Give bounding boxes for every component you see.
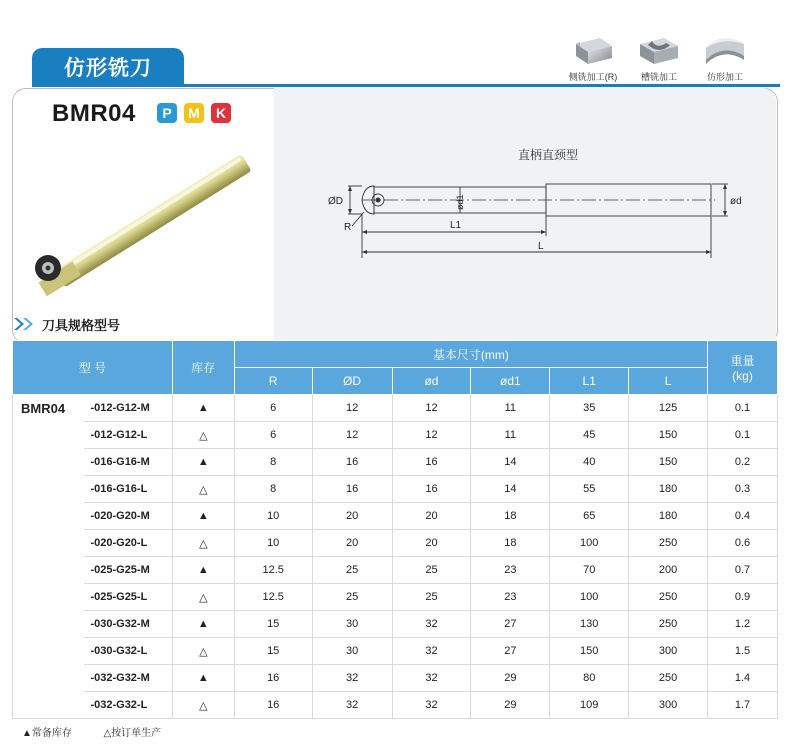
header-weight-label: 重量 — [730, 354, 755, 368]
cell-D: 16 — [312, 449, 392, 476]
model-code-cell: -012-G12-M — [84, 395, 172, 422]
header-d1: ød1 — [471, 368, 550, 395]
cell-R: 10 — [234, 503, 312, 530]
cell-kg: 1.7 — [708, 692, 778, 719]
model-code-cell: -016-G16-M — [84, 449, 172, 476]
cell-kg: 1.5 — [708, 638, 778, 665]
cell-L1: 55 — [550, 476, 629, 503]
cell-d: 16 — [392, 449, 471, 476]
cell-d1: 23 — [471, 584, 550, 611]
cell-L1: 45 — [550, 422, 629, 449]
table-row — [13, 530, 778, 557]
table-row — [13, 584, 778, 611]
cell-R: 15 — [234, 611, 312, 638]
header-D: ØD — [312, 368, 392, 395]
stock-cell: △ — [172, 422, 234, 449]
header-R: R — [234, 368, 312, 395]
table-row — [13, 422, 778, 449]
model-code-cell: -030-G32-M — [84, 611, 172, 638]
process-label: 仿形加工 — [706, 72, 743, 82]
cell-d: 25 — [392, 557, 471, 584]
table-row — [13, 665, 778, 692]
stock-cell: ▲ — [172, 449, 234, 476]
header-basic-size: 基本尺寸(mm) — [234, 341, 707, 368]
cell-R: 8 — [234, 476, 312, 503]
grade-badge-k: K — [211, 103, 231, 123]
grade-badge-p: P — [157, 103, 177, 123]
cell-kg: 0.3 — [708, 476, 778, 503]
cell-L: 250 — [629, 530, 708, 557]
footnote-to-order: △按订单生产 — [103, 728, 162, 739]
stock-cell: △ — [172, 638, 234, 665]
cell-L: 200 — [629, 557, 708, 584]
cell-D: 30 — [312, 611, 392, 638]
cell-d: 32 — [392, 692, 471, 719]
cell-d1: 11 — [471, 422, 550, 449]
cell-kg: 0.2 — [708, 449, 778, 476]
cell-d1: 27 — [471, 611, 550, 638]
cell-d1: 18 — [471, 530, 550, 557]
cell-D: 32 — [312, 665, 392, 692]
cell-L1: 150 — [550, 638, 629, 665]
cell-L: 180 — [629, 503, 708, 530]
stock-cell: ▲ — [172, 611, 234, 638]
cell-D: 20 — [312, 503, 392, 530]
cell-d: 16 — [392, 476, 471, 503]
cell-kg: 1.4 — [708, 665, 778, 692]
cell-R: 16 — [234, 665, 312, 692]
model-code-cell: -025-G25-M — [84, 557, 172, 584]
slot-milling-icon — [636, 34, 682, 66]
cell-kg: 1.2 — [708, 611, 778, 638]
table-row — [13, 395, 778, 422]
footnote — [22, 724, 161, 739]
header-weight-unit: (kg) — [732, 369, 753, 383]
cell-D: 16 — [312, 476, 392, 503]
cell-d1: 14 — [471, 449, 550, 476]
model-code-cell: -030-G32-L — [84, 638, 172, 665]
cell-L: 125 — [629, 395, 708, 422]
cell-d: 20 — [392, 530, 471, 557]
cell-L: 300 — [629, 638, 708, 665]
model-name: BMR04 — [52, 100, 136, 127]
cell-d: 25 — [392, 584, 471, 611]
cell-d1: 29 — [471, 665, 550, 692]
cell-kg: 0.4 — [708, 503, 778, 530]
cell-R: 8 — [234, 449, 312, 476]
spec-table — [12, 340, 778, 719]
process-side-milling — [562, 34, 624, 83]
model-code-cell: -032-G32-M — [84, 665, 172, 692]
cell-d: 32 — [392, 611, 471, 638]
cell-D: 25 — [312, 584, 392, 611]
header-d: ød — [392, 368, 471, 395]
cell-L: 250 — [629, 584, 708, 611]
process-label: 侧铣加工(R) — [568, 72, 618, 82]
cell-D: 12 — [312, 395, 392, 422]
label-L: L — [538, 241, 544, 252]
cell-D: 32 — [312, 692, 392, 719]
cell-L: 180 — [629, 476, 708, 503]
process-slot-milling — [628, 34, 690, 83]
cell-L1: 70 — [550, 557, 629, 584]
stock-cell: ▲ — [172, 503, 234, 530]
spec-table-body — [13, 395, 778, 719]
model-code-cell: -012-G12-L — [84, 422, 172, 449]
footnote-in-stock: ▲常备库存 — [22, 728, 72, 739]
double-chevron-icon — [14, 318, 36, 330]
cell-kg: 0.6 — [708, 530, 778, 557]
cell-L: 250 — [629, 665, 708, 692]
process-profile-milling — [694, 34, 756, 83]
stock-cell: △ — [172, 476, 234, 503]
model-prefix-cell: BMR04 — [13, 395, 85, 719]
tool-photo — [14, 150, 274, 300]
label-d1: ød1 — [455, 194, 465, 210]
cell-R: 15 — [234, 638, 312, 665]
stock-cell: ▲ — [172, 665, 234, 692]
side-milling-icon — [570, 34, 616, 66]
cell-d1: 23 — [471, 557, 550, 584]
cell-d: 12 — [392, 422, 471, 449]
header-model: 型 号 — [13, 341, 173, 395]
cell-L1: 40 — [550, 449, 629, 476]
cell-R: 12.5 — [234, 584, 312, 611]
model-code-cell: -016-G16-L — [84, 476, 172, 503]
cell-L1: 35 — [550, 395, 629, 422]
grade-badge-m: M — [184, 103, 204, 123]
cell-d1: 14 — [471, 476, 550, 503]
cell-D: 30 — [312, 638, 392, 665]
cell-D: 20 — [312, 530, 392, 557]
cell-L1: 100 — [550, 530, 629, 557]
cell-d1: 27 — [471, 638, 550, 665]
cell-L1: 130 — [550, 611, 629, 638]
cell-d1: 29 — [471, 692, 550, 719]
stock-cell: △ — [172, 584, 234, 611]
cell-d1: 11 — [471, 395, 550, 422]
cell-D: 25 — [312, 557, 392, 584]
table-row — [13, 476, 778, 503]
header-L: L — [629, 368, 708, 395]
profile-milling-icon — [702, 34, 748, 66]
process-label: 槽铣加工 — [640, 72, 677, 82]
cell-L1: 100 — [550, 584, 629, 611]
cell-L: 300 — [629, 692, 708, 719]
page-title: 仿形铣刀 — [32, 48, 184, 86]
cell-L1: 80 — [550, 665, 629, 692]
header-weight — [708, 341, 778, 395]
model-code-cell: -020-G20-L — [84, 530, 172, 557]
cell-d: 32 — [392, 665, 471, 692]
cell-kg: 0.1 — [708, 395, 778, 422]
cell-d: 12 — [392, 395, 471, 422]
model-code-cell: -020-G20-M — [84, 503, 172, 530]
cell-R: 6 — [234, 395, 312, 422]
header-L1: L1 — [550, 368, 629, 395]
table-row — [13, 557, 778, 584]
cell-d1: 18 — [471, 503, 550, 530]
label-d: ød — [730, 196, 742, 207]
cell-L1: 109 — [550, 692, 629, 719]
label-L1: L1 — [450, 220, 462, 231]
cell-kg: 0.9 — [708, 584, 778, 611]
label-D: ØD — [328, 196, 343, 207]
title-underline — [32, 84, 780, 87]
stock-cell: △ — [172, 692, 234, 719]
cell-L1: 65 — [550, 503, 629, 530]
cell-R: 16 — [234, 692, 312, 719]
cell-D: 12 — [312, 422, 392, 449]
cell-kg: 0.1 — [708, 422, 778, 449]
cell-R: 6 — [234, 422, 312, 449]
spec-section-title: 刀具规格型号 — [42, 318, 121, 333]
stock-cell: ▲ — [172, 557, 234, 584]
cell-d: 32 — [392, 638, 471, 665]
table-row — [13, 503, 778, 530]
stock-cell: ▲ — [172, 395, 234, 422]
table-row — [13, 611, 778, 638]
table-row — [13, 449, 778, 476]
table-row — [13, 692, 778, 719]
drawing-subtitle: 直柄直颈型 — [518, 148, 579, 162]
cell-L: 150 — [629, 449, 708, 476]
stock-cell: △ — [172, 530, 234, 557]
cell-kg: 0.7 — [708, 557, 778, 584]
table-row — [13, 638, 778, 665]
cell-L: 250 — [629, 611, 708, 638]
cell-d: 20 — [392, 503, 471, 530]
cell-R: 10 — [234, 530, 312, 557]
label-R: R — [344, 222, 352, 233]
cell-R: 12.5 — [234, 557, 312, 584]
model-code-cell: -032-G32-L — [84, 692, 172, 719]
header-stock: 库存 — [172, 341, 234, 395]
model-code-cell: -025-G25-L — [84, 584, 172, 611]
dimension-drawing — [320, 170, 760, 270]
cell-L: 150 — [629, 422, 708, 449]
